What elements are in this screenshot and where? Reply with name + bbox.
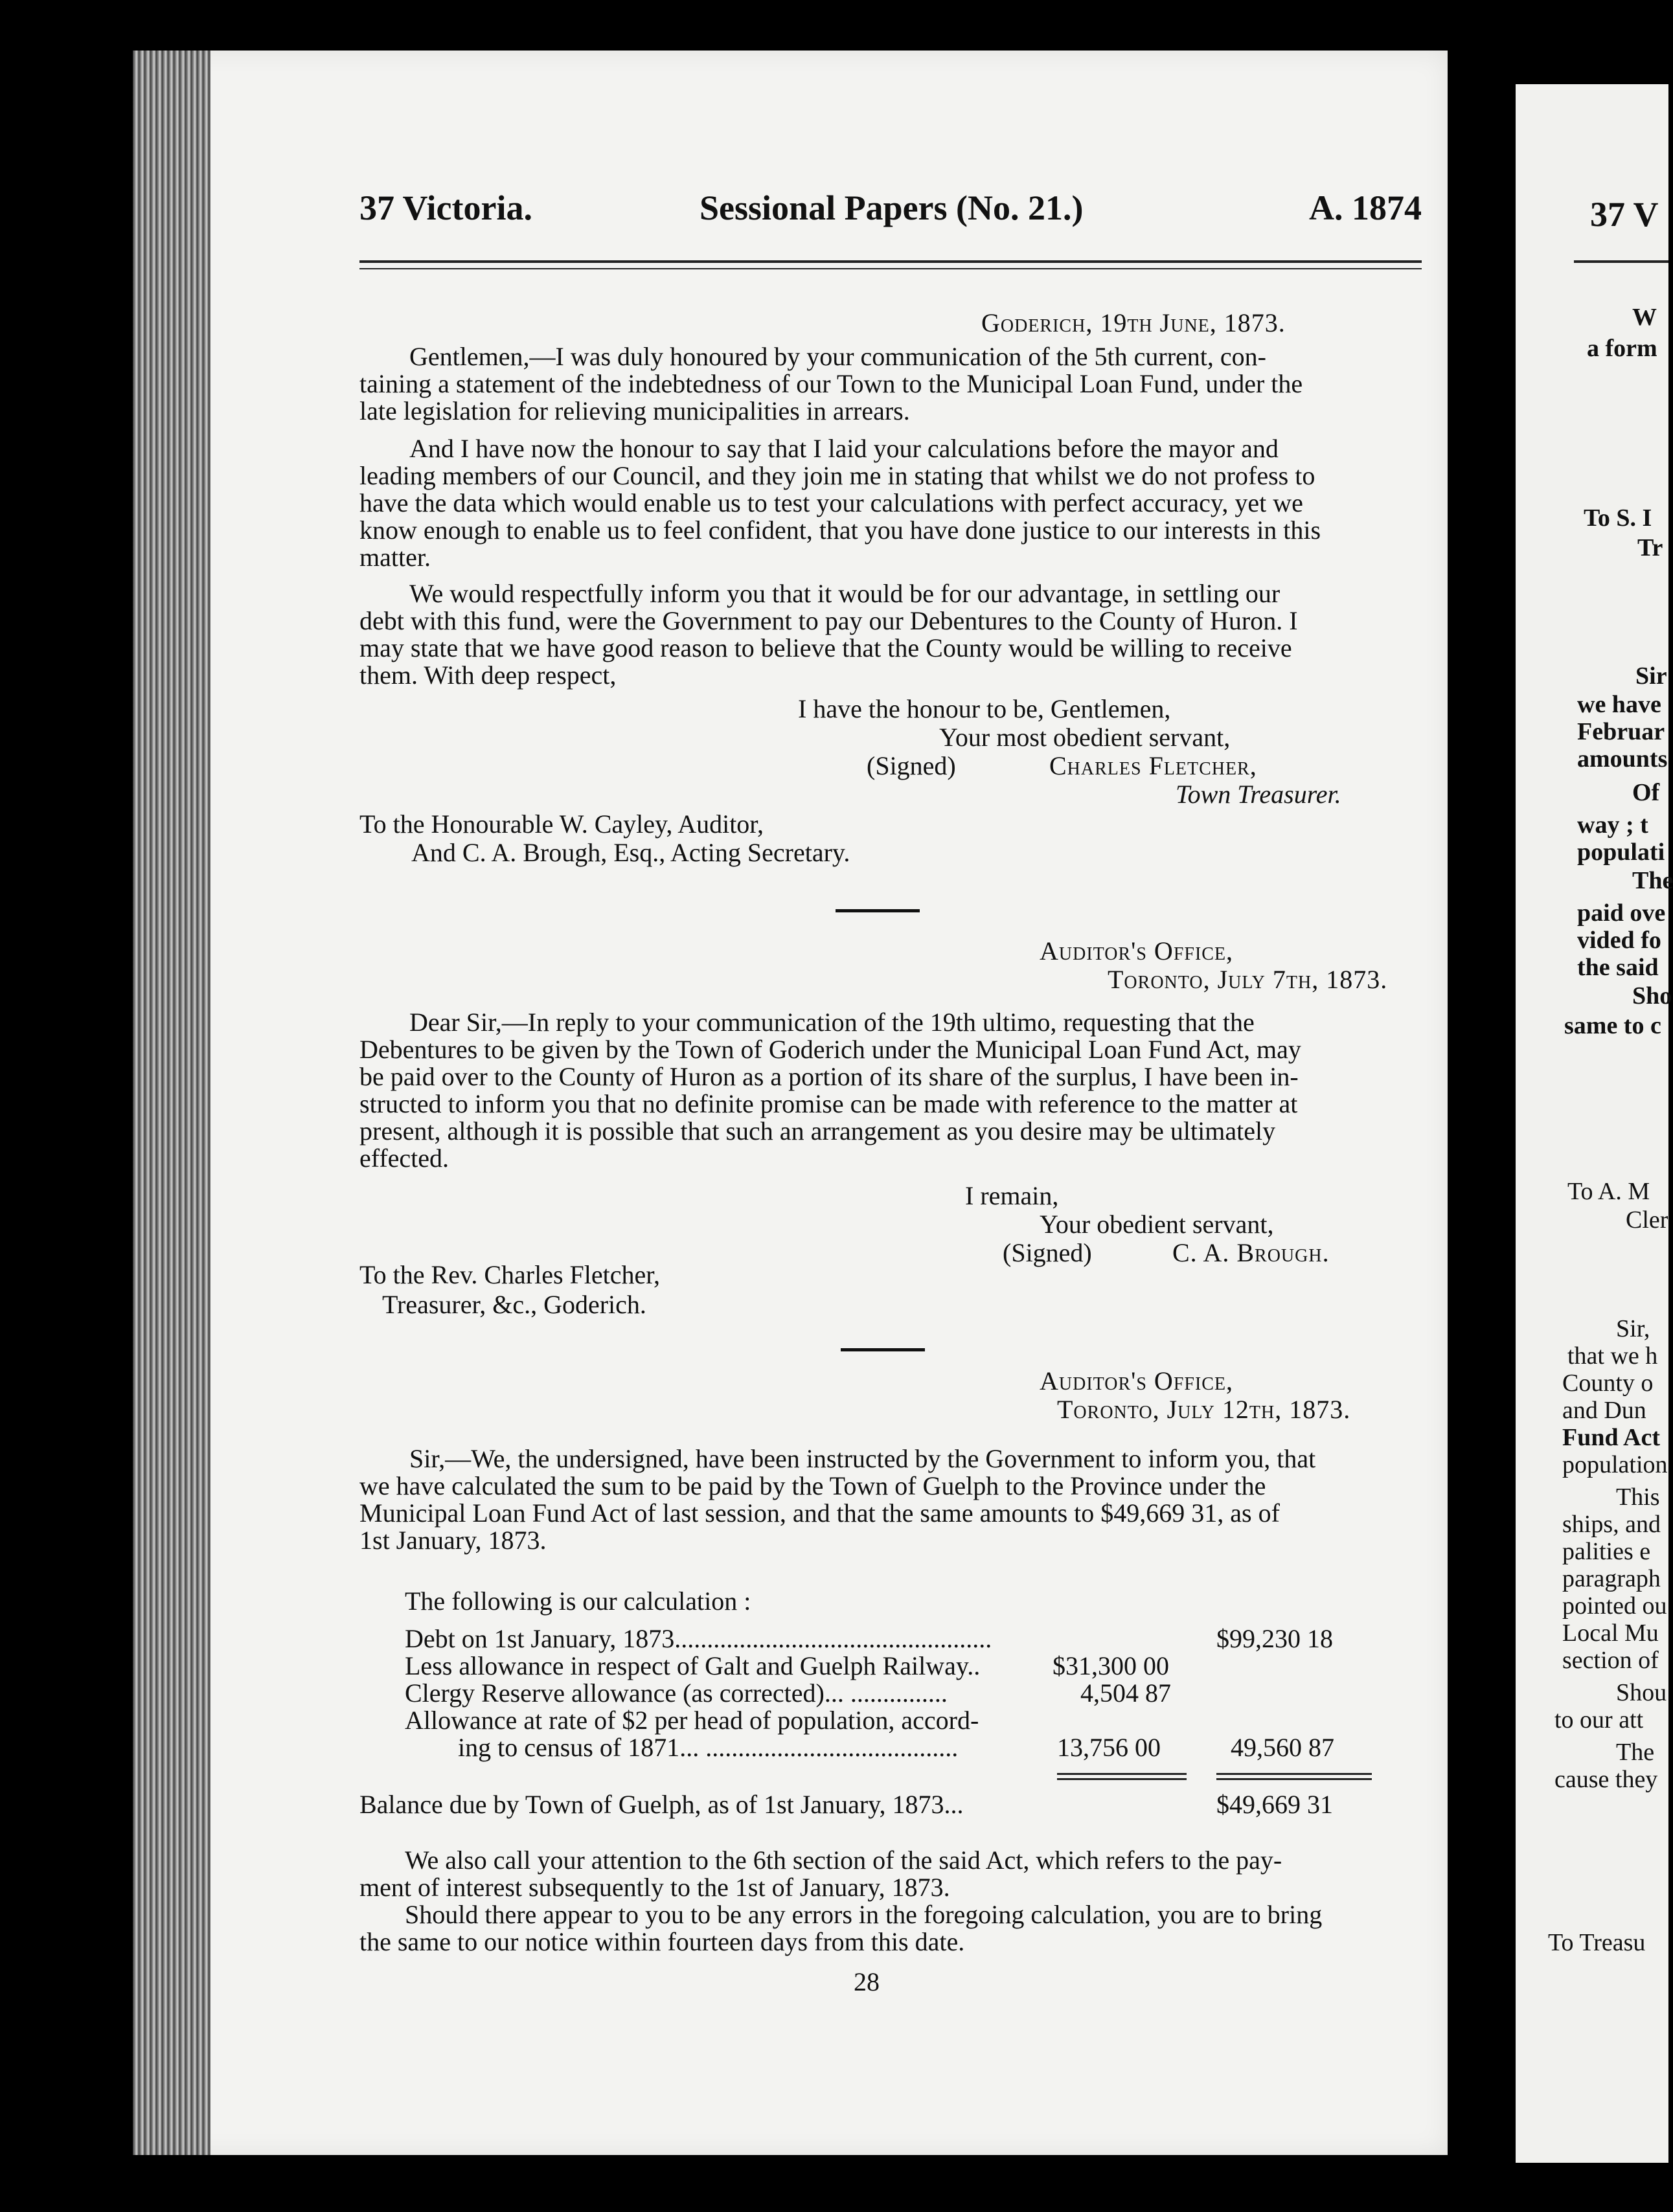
letter1-line: taining a statement of the indebtedness of our Town to the Municipal Loan Fund, under the — [359, 369, 1303, 398]
page-header — [359, 188, 1422, 240]
letter2-line: Dear Sir,—In reply to your communication of the 19th ultimo, requesting that the — [409, 1008, 1255, 1037]
letter2-addressee: Treasurer, &c., Goderich. — [382, 1290, 646, 1319]
next-page-fragment: palities e — [1562, 1538, 1651, 1565]
next-page-fragment: section of — [1562, 1647, 1659, 1674]
letter1-line: And I have now the honour to say that I laid your calculations before the mayor and — [409, 434, 1279, 463]
letter1-closing: Your most obedient servant, — [939, 723, 1231, 752]
next-page-fragment: that we h — [1567, 1342, 1658, 1370]
letter3-closing-line: the same to our notice within fourteen days from this date. — [359, 1927, 965, 1956]
letter1-line: Gentlemen,—I was duly honoured by your communication of the 5th current, con- — [409, 342, 1266, 371]
letter2-closing: Your obedient servant, — [1040, 1210, 1274, 1239]
page-number: 28 — [854, 1967, 880, 1996]
letter2-line: Debentures to be given by the Town of Goderich under the Municipal Loan Fund Act, may — [359, 1035, 1301, 1064]
next-page-fragment: Cler — [1626, 1206, 1668, 1234]
next-page-fragment: same to c — [1564, 1012, 1661, 1039]
calc-row-total: 49,560 87 — [1231, 1733, 1334, 1762]
balance-value: $49,669 31 — [1216, 1790, 1333, 1819]
next-page-fragment: amounts — [1577, 745, 1668, 773]
letter1-title: Town Treasurer. — [1176, 780, 1341, 809]
calc-row-amount: 4,504 87 — [1080, 1678, 1171, 1708]
next-page-fragment: ships, and — [1562, 1511, 1661, 1538]
letter1-line: debt with this fund, were the Government to pay our Debentures to the County of Huron. I — [359, 606, 1298, 635]
letter2-signer: C. A. Brough. — [1172, 1238, 1330, 1267]
letter3-line: Municipal Loan Fund Act of last session, and that the same amounts to $49,669 31, as of — [359, 1498, 1280, 1528]
calc-sum-rule — [1216, 1773, 1372, 1775]
letter2-office: Auditor's Office, — [1040, 936, 1234, 965]
letter2-line: structed to inform you that no definite promise can be made with reference to the matter at — [359, 1089, 1298, 1118]
header-rule-bottom — [359, 268, 1422, 269]
letter1-signer: Charles Fletcher, — [1049, 751, 1257, 780]
next-page-fragment: pointed ou — [1562, 1592, 1667, 1620]
calc-row-label: Less allowance in respect of Galt and Guelph Railway.. — [405, 1651, 981, 1680]
letter1-signed: (Signed) — [867, 751, 956, 780]
letter2-signed: (Signed) — [1003, 1238, 1092, 1267]
next-page-fragment: Fund Act — [1562, 1424, 1660, 1451]
letter1-line: have the data which would enable us to test your calculations with perfect accuracy, yet we — [359, 488, 1303, 517]
next-page-fragment: County o — [1562, 1370, 1654, 1397]
header-session: 37 Victoria. — [359, 188, 532, 227]
next-page-fragment: population — [1562, 1451, 1668, 1478]
next-page-fragment: we have — [1577, 691, 1661, 718]
section-divider — [836, 909, 920, 912]
next-page-fragment: vided fo — [1577, 927, 1661, 954]
next-page-fragment: populati — [1577, 839, 1665, 866]
next-page-fragment: Februar — [1577, 718, 1665, 745]
book-spine-edge — [133, 51, 211, 2155]
next-page-rule — [1574, 260, 1668, 263]
letter3-line: we have calculated the sum to be paid by the Town of Guelph to the Province under the — [359, 1471, 1266, 1500]
next-page-fragment: The — [1632, 867, 1673, 894]
letter1-closing: I have the honour to be, Gentlemen, — [798, 694, 1171, 723]
letter1-line: late legislation for relieving municipalities in arrears. — [359, 396, 910, 425]
letter2-addressee: To the Rev. Charles Fletcher, — [359, 1260, 660, 1289]
calc-row-label: ing to census of 1871... ....................................... — [458, 1733, 959, 1762]
calc-row-amount: $31,300 00 — [1053, 1651, 1169, 1680]
header-rule-top — [359, 260, 1422, 263]
next-page-fragment: To A. M — [1567, 1178, 1650, 1205]
next-page-fragment: To Treasu — [1548, 1929, 1646, 1956]
letter2-place-date: Toronto, July 7th, 1873. — [1108, 965, 1388, 994]
letter1-line: We would respectfully inform you that it would be for our advantage, in settling our — [409, 579, 1280, 608]
calc-row-total: $99,230 18 — [1216, 1624, 1333, 1653]
calc-sum-rule — [1057, 1778, 1187, 1780]
letter1-addressee: And C. A. Brough, Esq., Acting Secretary. — [411, 838, 850, 867]
letter2-line: effected. — [359, 1144, 450, 1173]
next-page-fragment: Local Mu — [1562, 1620, 1659, 1647]
calc-row-label: Debt on 1st January, 1873................................................. — [405, 1624, 992, 1653]
next-page-fragment: paragraph — [1562, 1565, 1661, 1592]
letter3-closing-line: We also call your attention to the 6th section of the said Act, which refers to the pay- — [405, 1845, 1282, 1875]
next-page-fragment: W — [1632, 304, 1657, 331]
next-page-fragment: This — [1616, 1484, 1660, 1511]
next-page-fragment: Sir — [1635, 662, 1667, 690]
letter1-place-date: Goderich, 19th June, 1873. — [981, 308, 1286, 337]
header-title: Sessional Papers (No. 21.) — [700, 188, 1084, 227]
letter1-line: leading members of our Council, and they join me in stating that whilst we do not profess to — [359, 461, 1315, 490]
next-page-fragment: To S. I — [1584, 504, 1652, 532]
next-page-fragment: Of — [1632, 779, 1660, 806]
letter1-line: matter. — [359, 543, 431, 572]
next-page-fragment: Sho — [1632, 982, 1672, 1010]
letter3-line: Sir,—We, the undersigned, have been instructed by the Government to inform you, that — [409, 1444, 1316, 1473]
letter2-line: be paid over to the County of Huron as a portion of its share of the surplus, I have been in- — [359, 1062, 1299, 1091]
next-page-fragment: paid ove — [1577, 899, 1666, 927]
calc-sum-rule — [1216, 1778, 1372, 1780]
letter1-line: know enough to enable us to feel confident, that you have done justice to our interests in this — [359, 515, 1321, 545]
calc-intro: The following is our calculation : — [405, 1586, 751, 1616]
next-page-fragment: and Dun — [1562, 1397, 1646, 1424]
letter3-office: Auditor's Office, — [1040, 1366, 1234, 1395]
next-page-fragment: The — [1616, 1739, 1655, 1766]
next-page-fragment: Shou — [1616, 1679, 1667, 1706]
calc-row-label: Clergy Reserve allowance (as corrected)... ............... — [405, 1678, 948, 1708]
next-page-fragment: the said — [1577, 954, 1659, 981]
next-page-fragment: cause they — [1554, 1766, 1658, 1793]
header-year: A. 1874 — [1309, 188, 1422, 227]
letter3-closing-line: ment of interest subsequently to the 1st of January, 1873. — [359, 1873, 950, 1902]
adjacent-page — [1516, 84, 1668, 2163]
next-page-fragment: Sir, — [1616, 1315, 1650, 1342]
balance-label: Balance due by Town of Guelph, as of 1st January, 1873... — [359, 1790, 964, 1819]
calc-row-amount: 13,756 00 — [1057, 1733, 1161, 1762]
letter3-closing-line: Should there appear to you to be any errors in the foregoing calculation, you are to bring — [405, 1900, 1323, 1929]
letter3-place-date: Toronto, July 12th, 1873. — [1057, 1395, 1351, 1424]
next-page-fragment: to our att — [1554, 1706, 1644, 1733]
letter2-closing: I remain, — [965, 1181, 1059, 1210]
next-page-header: 37 V — [1590, 195, 1659, 234]
next-page-fragment: a form — [1587, 335, 1657, 362]
calc-sum-rule — [1057, 1773, 1187, 1775]
letter1-line: them. With deep respect, — [359, 660, 617, 690]
next-page-fragment: Tr — [1637, 534, 1663, 561]
next-page-fragment: way ; t — [1577, 811, 1648, 839]
letter3-line: 1st January, 1873. — [359, 1526, 547, 1555]
letter1-addressee: To the Honourable W. Cayley, Auditor, — [359, 809, 764, 839]
letter2-line: present, although it is possible that such an arrangement as you desire may be ultimately — [359, 1116, 1276, 1146]
calc-row-label: Allowance at rate of $2 per head of population, accord- — [405, 1706, 979, 1735]
letter1-line: may state that we have good reason to believe that the County would be willing to receive — [359, 633, 1292, 662]
section-divider — [841, 1348, 925, 1351]
